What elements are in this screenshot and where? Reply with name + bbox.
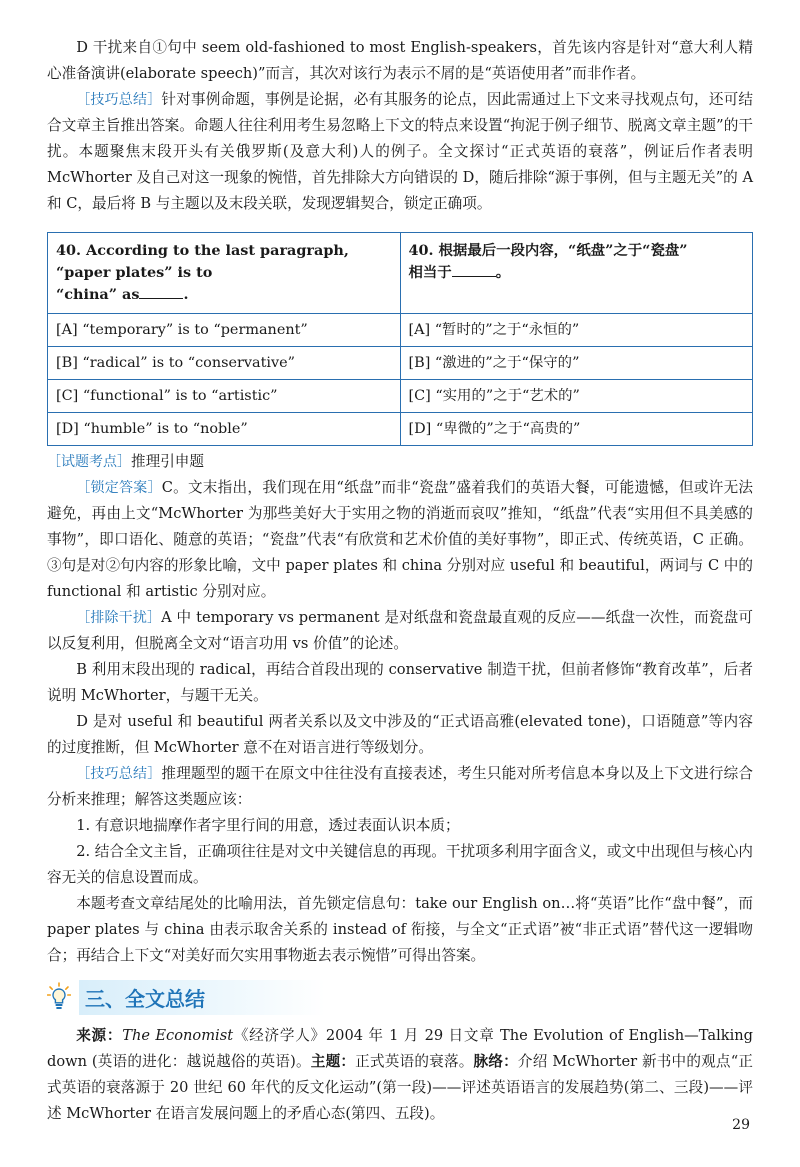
tip-point-2: 2. 结合全文主旨，正确项往往是对文中关键信息的再现。干扰项多利用字面含义，或文中出现但与核心内容无关的信息设置而成。 <box>47 843 753 886</box>
question-40-table <box>47 232 753 446</box>
page-content <box>47 35 753 1127</box>
paragraph-d-analysis: D 是对 useful 和 beautiful 两者关系以及文中涉及的“正式语高雅(elevated tone)，口语随意”等内容的过度推断，但 McWhorter 意不在对语言进行等级划分。 <box>47 713 753 756</box>
theme-text: 正式英语的衰落。 <box>355 1053 474 1070</box>
tip-point-1: 1. 有意识地揣摩作者字里行间的用意，透过表面认识本质； <box>76 817 460 834</box>
theme-label: 主题： <box>310 1053 356 1070</box>
option-row-d <box>48 413 753 446</box>
source-text: 《经济学人》2004 年 1 月 29 日文章 The Evolution of English—Talking down (英语的进化：越说越俗的英语)。 <box>47 1027 753 1070</box>
option-c-zh: [C] “实用的”之于“艺术的” <box>400 380 753 413</box>
option-row-b <box>48 347 753 380</box>
vein-text: 介绍 McWhorter 新书中的观点“正式英语的衰落源于 20 世纪 60 年代的反文化运动”(第一段)——评述英语语言的发展趋势(第二、三段)——评述 McWhorter 在语言发展问题上的矛盾心态(第四、五段)。 <box>47 1053 753 1122</box>
option-row-a <box>48 314 753 347</box>
tip-summary-1 <box>47 87 753 217</box>
paragraph-d-distractor: D 干扰来自①句中 seem old-fashioned to most English-speakers，首先该内容是针对“意大利人精心准备演讲(elaborate speech)”而言，其次对该行为表示不屑的是“英语使用者”而非作者。 <box>47 39 753 82</box>
option-c-en: [C] “functional” is to “artistic” <box>48 380 401 413</box>
final-analysis: 本题考查文章结尾处的比喻用法，首先锁定信息句：take our English on…将“英语”比作“盘中餐”，而 paper plates 与 china 由表示取舍关系的 instead of 衔接，与全文“正式语”被“非正式语”替代这一逻辑吻合；再结合上下文“对美好而欠实用事物逝去表示惋惜”可得出答案。 <box>47 895 753 964</box>
option-a-zh: [A] “暂时的”之于“永恒的” <box>400 314 753 347</box>
option-row-c <box>48 380 753 413</box>
source-publication: The Economist <box>122 1027 234 1044</box>
answer-blank <box>452 262 496 277</box>
tip-tag: ［技巧总结］ <box>76 92 162 108</box>
vein-label: 脉络： <box>473 1053 518 1070</box>
tip-text: 针对事例命题，事例是论据，必有其服务的论点，因此需通过上下文来寻找观点句，还可结合文章主旨推出答案。命题人往往利用考生易忽略上下文的特点来设置“拘泥于例子细节、脱离文章主题”的干扰。本题聚焦末段开头有关俄罗斯(及意大利)人的例子。全文探讨“正式英语的衰落”，例证后作者表明 McWhorter 及自己对这一现象的惋惜，首先排除大方向错误的 D，随后排除“源于事例，但与主题无关”的 A 和 C，最后将 B 与主题以及末段关联，发现逻辑契合，锁定正确项。 <box>47 91 754 212</box>
answer-blank <box>139 284 183 299</box>
option-b-zh: [B] “激进的”之于“保守的” <box>400 347 753 380</box>
option-a-en: [A] “temporary” is to “permanent” <box>48 314 401 347</box>
answer-tag: ［锁定答案］ <box>76 480 162 496</box>
kaodian-tag: ［试题考点］ <box>47 454 131 470</box>
question-stem-row <box>48 233 753 314</box>
source-label: 来源： <box>76 1027 123 1044</box>
tip-text: 推理题型的题干在原文中往往没有直接表述，考生只能对所考信息本身以及上下文进行综合分析来推理；解答这类题应该： <box>47 765 754 808</box>
option-d-zh: [D] “卑微的”之于“高贵的” <box>400 413 753 446</box>
question-stem-en: 40. According to the last paragraph, “paper plates” is to “china” as . <box>48 233 401 314</box>
section-title: 三、全文总结 <box>79 980 325 1015</box>
option-d-en: [D] “humble” is to “noble” <box>48 413 401 446</box>
paragraph-b-distractor: B 利用末段出现的 radical，再结合首段出现的 conservative 制造干扰，但前者修饰“教育改革”，后者说明 McWhorter，与题干无关。 <box>47 661 753 704</box>
option-b-en: [B] “radical” is to “conservative” <box>48 347 401 380</box>
exclude-text: A 中 temporary vs permanent 是对纸盘和瓷盘最直观的反应——纸盘一次性，而瓷盘可以反复利用，但脱离全文对“语言功用 vs 价值”的论述。 <box>47 609 753 652</box>
summary-paragraph <box>47 1023 753 1127</box>
tip-summary-2 <box>47 761 753 813</box>
page-number: 29 <box>732 1117 750 1133</box>
section-header <box>47 979 753 1015</box>
kaodian-line <box>47 449 753 475</box>
lightbulb-icon <box>47 982 71 1012</box>
kaodian-text: 推理引申题 <box>131 453 204 470</box>
exclude-tag: ［排除干扰］ <box>76 610 162 626</box>
exclude-paragraph <box>47 605 753 657</box>
tip-tag: ［技巧总结］ <box>76 766 162 782</box>
answer-paragraph <box>47 475 753 605</box>
question-stem-zh: 40. 根据最后一段内容，“纸盘”之于“瓷盘” 相当于 。 <box>400 233 753 314</box>
answer-text: C。文末指出，我们现在用“纸盘”而非“瓷盘”盛着我们的英语大餐，可能遗憾，但或许无法避免，再由上文“McWhorter 为那些美好大于实用之物的消逝而哀叹”推知，“纸盘”代表“实用但不具美感的事物”，即口语化、随意的英语；“瓷盘”代表“有欣赏和艺术价值的美好事物”，即正式、传统英语，C 正确。③句是对②句内容的形象比喻，文中 paper plates 和 china 分别对应 useful 和 beautiful，两词与 C 中的 functional 和 artistic 分别对应。 <box>47 479 754 600</box>
